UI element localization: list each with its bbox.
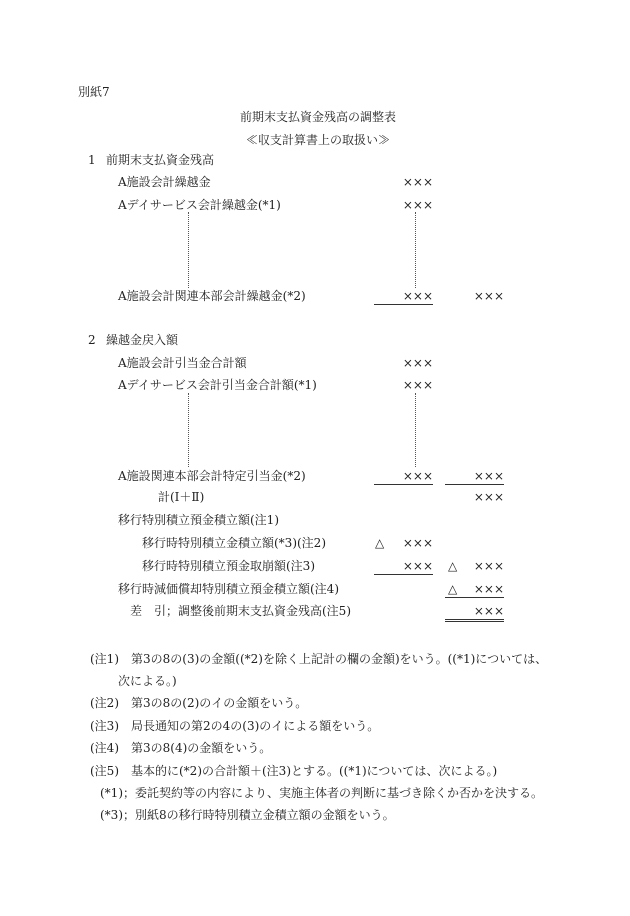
row-label: Aデイサービス会計繰越金(*1): [118, 198, 281, 212]
note-tag: (注2): [90, 696, 119, 710]
amount: ×××: [445, 468, 504, 485]
note-text: 局長通知の第2の4の(3)のイによる額をいう。: [131, 719, 380, 733]
continuation-dots: [188, 393, 189, 467]
continuation-dots: [415, 212, 416, 288]
minus-triangle: △: [448, 582, 458, 596]
note-tag: (注1): [90, 652, 119, 666]
amount: ×××: [402, 536, 433, 550]
amount: ×××: [445, 581, 504, 598]
amount: ×××: [402, 356, 433, 370]
note-tag: (注5): [90, 764, 119, 778]
amount: ×××: [374, 468, 433, 485]
section2-number: 2: [88, 333, 96, 347]
section2-heading: 繰越金戻入額: [106, 333, 179, 347]
row-label: A施設会計繰越金: [118, 175, 211, 189]
section1-heading: 前期末支払資金残高: [106, 153, 215, 167]
section1-number: 1: [88, 153, 96, 167]
note-text: 第3の8(4)の金額をいう。: [131, 741, 272, 755]
amount: ×××: [374, 558, 433, 575]
row-label: Aデイサービス会計引当金合計額(*1): [118, 378, 317, 392]
row-label: 移行時減価償却特別積立預金積立額(注4): [118, 582, 339, 596]
row-label: 移行特別積立預金積立額(注1): [118, 513, 279, 527]
note-tag: (注3): [90, 719, 119, 733]
amount: ×××: [402, 378, 433, 392]
note-text: 第3の8の(2)のイの金額をいう。: [131, 696, 308, 710]
continuation-dots: [188, 212, 189, 288]
minus-triangle: △: [448, 559, 458, 573]
continuation-dots: [415, 393, 416, 467]
row-label: A施設関連本部会計特定引当金(*2): [118, 469, 306, 483]
amount: ×××: [374, 288, 433, 305]
amount: ×××: [473, 289, 504, 303]
minus-triangle: △: [375, 536, 385, 550]
note-text-cont: 次による。): [118, 674, 177, 688]
amount: ×××: [473, 559, 504, 573]
document-subtitle: ≪収支計算書上の取扱い≫: [245, 133, 390, 147]
row-label: 移行時特別積立金積立額(*3)(注2): [142, 536, 326, 550]
footnote: (*3)；別紙8の移行時特別積立金積立額の金額をいう。: [100, 808, 395, 822]
amount: ×××: [402, 175, 433, 189]
note-text: 第3の8の(3)の金額((*2)を除く上記計の欄の金額)をいう。((*1)については、: [131, 652, 548, 666]
footnote: (*1)；委託契約等の内容により、実施主体者の判断に基づき除くか否かを決する。: [100, 786, 544, 800]
document-title: 前期末支払資金残高の調整表: [239, 110, 396, 124]
amount: ×××: [473, 490, 504, 504]
row-label: 移行時特別積立預金取崩額(注3): [142, 559, 315, 573]
row-label: 差 引；調整後前期末支払資金残高(注5): [130, 604, 351, 618]
note-text: 基本的に(*2)の合計額＋(注3)とする。((*1)については、次による。): [131, 764, 498, 778]
note-tag: (注4): [90, 741, 119, 755]
total-label: 計(Ⅰ＋Ⅱ): [158, 490, 205, 504]
row-label: A施設会計引当金合計額: [118, 356, 247, 370]
attachment-label: 別紙7: [78, 85, 110, 99]
row-label: A施設会計関連本部会計繰越金(*2): [118, 289, 306, 303]
amount: ×××: [402, 198, 433, 212]
amount: ×××: [445, 603, 504, 622]
